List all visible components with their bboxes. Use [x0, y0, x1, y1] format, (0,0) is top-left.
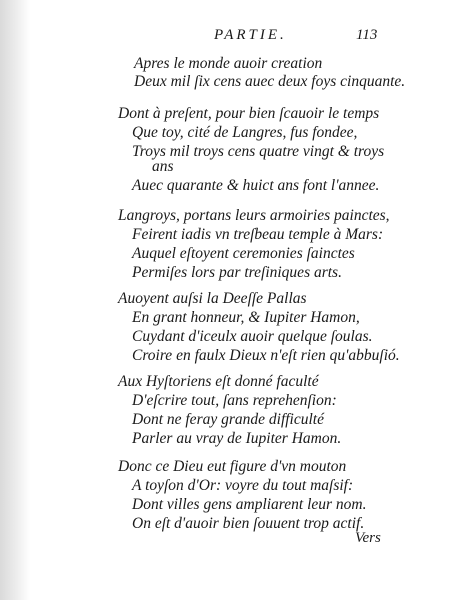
verse-line: D'eſcrire tout, ſans reprehenſion:	[132, 392, 337, 409]
verse-line: Auec quarante & huict ans font l'annee.	[132, 177, 380, 194]
verse-line: Donc ce Dieu eut figure d'vn mouton	[118, 458, 347, 475]
verse-line: Dont à preſent, pour bien ſcauoir le temps	[118, 105, 380, 122]
verse-line: Dont ne feray grande difficulté	[132, 411, 324, 428]
page-number: 113	[356, 27, 378, 43]
catchword: Vers	[355, 530, 381, 546]
verse-line: ans	[152, 158, 174, 175]
verse-line: Que toy, cité de Langres, fus fondee,	[132, 124, 358, 141]
verse-line: Permiſes lors par treſiniques arts.	[132, 264, 342, 281]
verse-line: Aux Hyſtoriens eſt donné faculté	[118, 373, 319, 390]
verse-line: Croire en faulx Dieux n'eſt rien qu'abbuſió.	[132, 347, 400, 364]
binding-gutter-shadow	[0, 0, 30, 600]
verse-line: Feirent iadis vn treſbeau temple à Mars:	[132, 226, 384, 243]
verse-line: On eſt d'auoir bien ſouuent trop actif.	[132, 515, 365, 532]
running-header	[0, 27, 455, 47]
verse-line: Auquel eſtoyent ceremonies ſainctes	[132, 245, 355, 262]
verse-line: Auoyent auſsi la Deeſſe Pallas	[118, 290, 307, 307]
verse-line: Cuydant d'iceulx auoir quelque ſoulas.	[132, 328, 373, 345]
verse-line: En grant honneur, & Iupiter Hamon,	[132, 309, 360, 326]
verse-line: Langroys, portans leurs armoiries painctes,	[118, 207, 390, 224]
verse-line: Apres le monde auoir creation	[134, 55, 323, 72]
verse-line: Dont villes gens ampliarent leur nom.	[132, 496, 367, 513]
verse-line: Deux mil ſix cens auec deux foys cinquante.	[134, 73, 406, 90]
verse-line: A toyſon d'Or: voyre du tout maſsif:	[132, 477, 354, 494]
verse-line: Troys mil troys cens quatre vingt & troys	[132, 143, 385, 160]
running-title: PARTIE.	[214, 27, 287, 43]
verse-line: Parler au vray de Iupiter Hamon.	[132, 430, 342, 447]
